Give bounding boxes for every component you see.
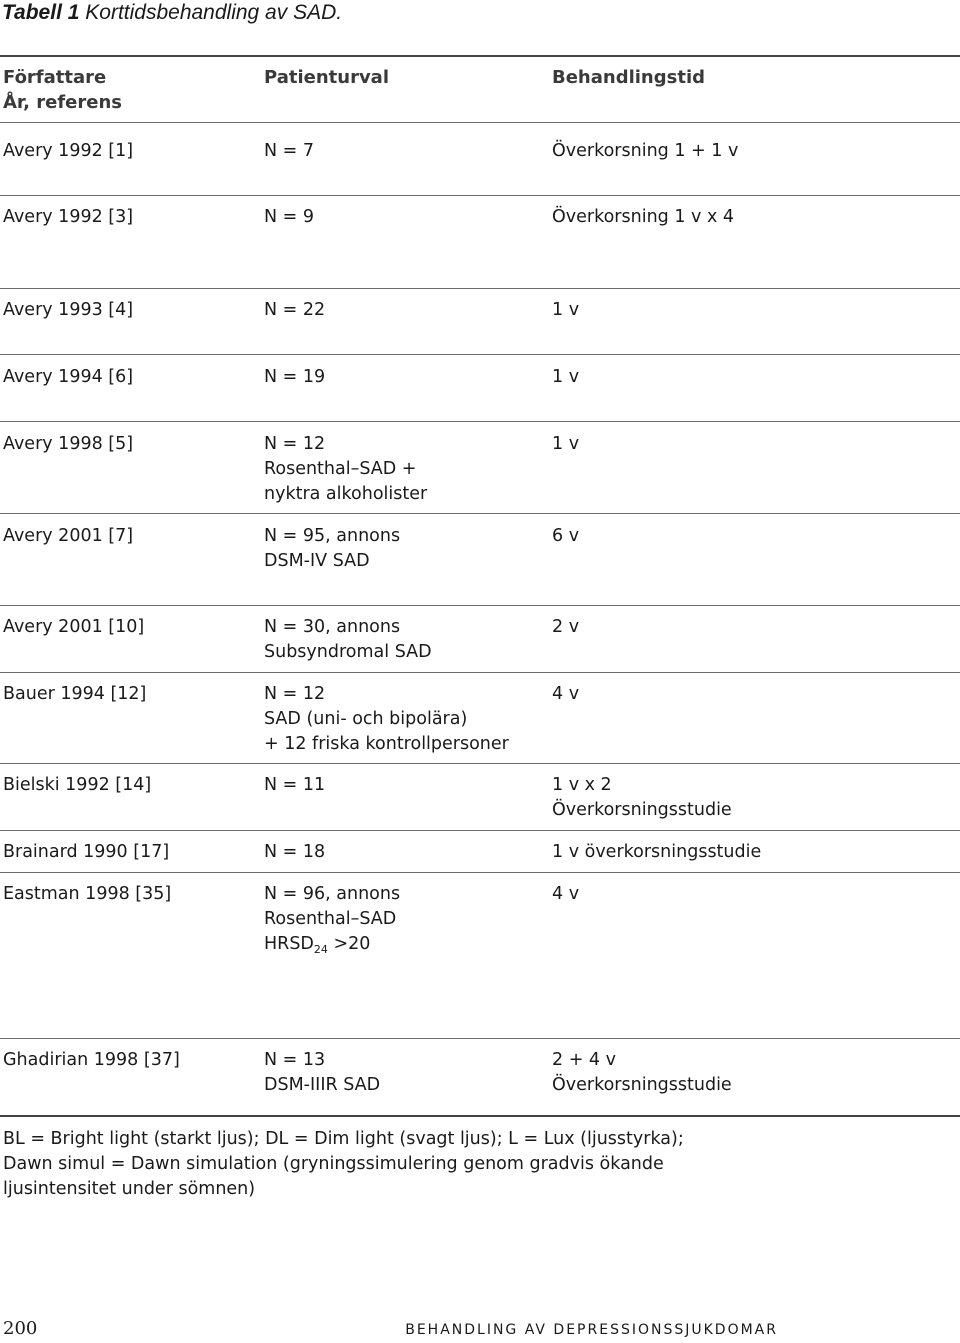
row-author: Bauer 1994 [12]: [3, 684, 147, 704]
row-rule: [0, 672, 960, 673]
header-author-line1: Författare: [3, 67, 107, 88]
running-head: BEHANDLING AV DEPRESSIONSSJUKDOMAR: [405, 1322, 778, 1338]
row-author: Avery 1992 [1]: [3, 141, 134, 161]
footnote-line: ljusintensitet under sömnen): [3, 1179, 256, 1199]
row-duration: Överkorsning 1 v x 4: [552, 207, 735, 227]
row-rule: [0, 513, 960, 514]
duration-line: 2 + 4 v: [552, 1050, 616, 1070]
row-patients: [264, 682, 509, 757]
table-bottom-rule: [0, 1115, 960, 1117]
row-author: Avery 1993 [4]: [3, 300, 134, 320]
patients-line: N = 12: [264, 684, 326, 704]
patients-line: DSM-IIIR SAD: [264, 1075, 381, 1095]
row-author: Avery 2001 [10]: [3, 617, 145, 637]
row-rule: [0, 830, 960, 831]
row-duration: 1 v: [552, 300, 580, 320]
duration-line: Överkorsningsstudie: [552, 1075, 732, 1095]
row-duration: 1 v överkorsningsstudie: [552, 842, 762, 862]
footnote-line: BL = Bright light (starkt ljus); DL = Dim light (svagt ljus); L = Lux (ljusstyrka);: [3, 1129, 684, 1149]
row-duration: Överkorsning 1 + 1 v: [552, 141, 739, 161]
patients-line: Subsyndromal SAD: [264, 642, 432, 662]
patients-line: Rosenthal–SAD: [264, 909, 397, 929]
page-number: 200: [3, 1318, 38, 1339]
row-patients: N = 11: [264, 775, 326, 795]
patients-line: nyktra alkoholister: [264, 484, 428, 504]
row-author: Avery 1998 [5]: [3, 434, 134, 454]
hrsd-base: HRSD: [264, 934, 314, 954]
row-patients: N = 22: [264, 300, 326, 320]
duration-line: Överkorsningsstudie: [552, 800, 732, 820]
row-author: Avery 1992 [3]: [3, 207, 134, 227]
patients-line: SAD (uni- och bipolära): [264, 709, 468, 729]
row-patients: [264, 1048, 380, 1098]
row-rule: [0, 421, 960, 422]
header-author-line2: År, referens: [3, 92, 123, 113]
row-duration: 1 v: [552, 367, 580, 387]
row-patients: [264, 524, 400, 574]
row-duration: 4 v: [552, 884, 580, 904]
patients-line: Rosenthal–SAD +: [264, 459, 417, 479]
row-patients: N = 18: [264, 842, 326, 862]
row-patients: [264, 432, 427, 507]
patients-line-hrsd: [264, 932, 400, 957]
patients-line: N = 95, annons: [264, 526, 401, 546]
row-author: Ghadirian 1998 [37]: [3, 1050, 180, 1070]
row-author: Bielski 1992 [14]: [3, 775, 152, 795]
row-duration: 4 v: [552, 684, 580, 704]
table-caption: Korttidsbehandling av SAD.: [85, 1, 343, 24]
row-duration: [552, 1048, 732, 1098]
row-rule: [0, 763, 960, 764]
row-duration: 1 v: [552, 434, 580, 454]
row-patients: N = 19: [264, 367, 326, 387]
row-author: Avery 1994 [6]: [3, 367, 134, 387]
table-top-rule: [0, 55, 960, 57]
patients-line: DSM-IV SAD: [264, 551, 370, 571]
row-patients: N = 7: [264, 141, 315, 161]
row-patients: [264, 615, 432, 665]
header-patients: Patienturval: [264, 67, 389, 88]
header-rule: [0, 122, 960, 123]
row-author: Eastman 1998 [35]: [3, 884, 172, 904]
row-rule: [0, 195, 960, 196]
duration-line: 1 v x 2: [552, 775, 612, 795]
patients-line: N = 96, annons: [264, 884, 401, 904]
row-author: Avery 2001 [7]: [3, 526, 134, 546]
hrsd-subscript: 24: [313, 943, 328, 956]
patients-line: + 12 friska kontrollpersoner: [264, 734, 509, 754]
row-duration: [552, 773, 732, 823]
row-duration: 2 v: [552, 617, 580, 637]
table-title: [2, 0, 342, 26]
footnote-line: Dawn simul = Dawn simulation (gryningssimulering genom gradvis ökande: [3, 1154, 664, 1174]
row-rule: [0, 605, 960, 606]
table-footnote: [3, 1127, 684, 1202]
hrsd-rest: >20: [327, 934, 371, 954]
header-author: [3, 65, 122, 115]
patients-line: N = 30, annons: [264, 617, 401, 637]
row-rule: [0, 872, 960, 873]
row-patients: N = 9: [264, 207, 315, 227]
row-author: Brainard 1990 [17]: [3, 842, 170, 862]
header-duration: Behandlingstid: [552, 67, 705, 88]
row-patients: [264, 882, 400, 957]
patients-line: N = 12: [264, 434, 326, 454]
row-duration: 6 v: [552, 526, 580, 546]
row-rule: [0, 288, 960, 289]
table-label: Tabell 1: [2, 1, 80, 24]
row-rule: [0, 1038, 960, 1039]
patients-line: N = 13: [264, 1050, 326, 1070]
row-rule: [0, 354, 960, 355]
